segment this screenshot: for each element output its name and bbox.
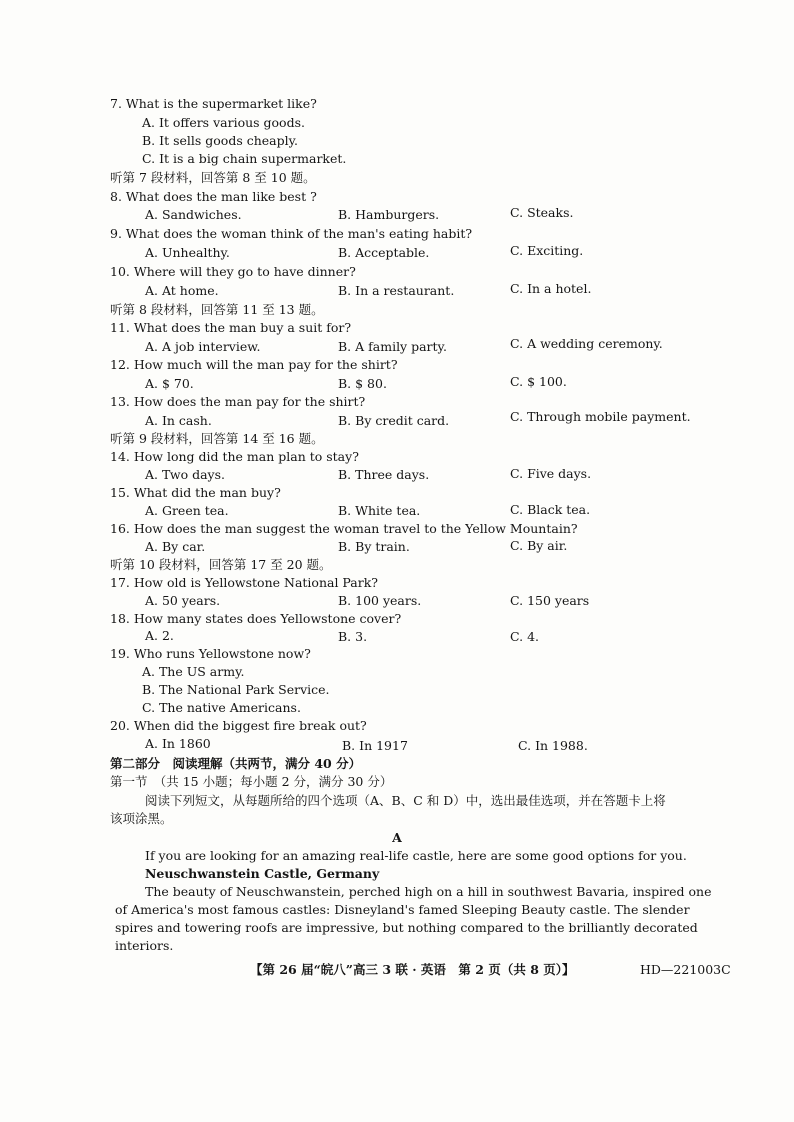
footer-title: 【第 26 届“皖八”高三 3 联 · 英语 第 2 页（共 8 页）】: [250, 962, 575, 977]
question-19: 19. Who runs Yellowstone now?: [110, 646, 311, 661]
q17-option-b: B. 100 years.: [338, 593, 422, 608]
q18-option-c: C. 4.: [510, 629, 539, 644]
q15-option-c: C. Black tea.: [510, 502, 591, 517]
q18-option-b: B. 3.: [338, 629, 368, 644]
instruction-line-2: 该项涂黑。: [110, 811, 173, 826]
section-9-instruction: 听第 9 段材料，回答第 14 至 16 题。: [110, 431, 324, 446]
q9-option-b: B. Acceptable.: [338, 245, 430, 260]
q17-option-a: A. 50 years.: [145, 593, 221, 608]
passage-body-line-3: spires and towering roofs are impressive, but nothing compared to the brilliantly decorated: [115, 920, 698, 935]
q16-option-b: B. By train.: [338, 539, 410, 554]
q16-option-c: C. By air.: [510, 538, 568, 553]
q19-option-c: C. The native Americans.: [142, 700, 301, 715]
footer-code: HD—221003C: [640, 962, 731, 977]
passage-body-line-1: The beauty of Neuschwanstein, perched high on a hill in southwest Bavaria, inspired one: [145, 884, 712, 899]
q16-option-a: A. By car.: [145, 539, 206, 554]
section-7-instruction: 听第 7 段材料，回答第 8 至 10 题。: [110, 170, 316, 185]
q20-option-b: B. In 1917: [342, 738, 408, 753]
passage-subtitle: Neuschwanstein Castle, Germany: [145, 866, 380, 881]
question-9: 9. What does the woman think of the man's eating habit?: [110, 226, 473, 241]
q17-option-c: C. 150 years: [510, 593, 590, 608]
q8-option-b: B. Hamburgers.: [338, 207, 440, 222]
q9-option-c: C. Exciting.: [510, 243, 584, 258]
q15-option-a: A. Green tea.: [145, 503, 229, 518]
q14-option-a: A. Two days.: [145, 467, 225, 482]
passage-body-line-4: interiors.: [115, 938, 174, 953]
q10-option-b: B. In a restaurant.: [338, 283, 455, 298]
q8-option-a: A. Sandwiches.: [145, 207, 242, 222]
question-17: 17. How old is Yellowstone National Park?: [110, 575, 378, 590]
passage-intro: If you are looking for an amazing real-life castle, here are some good options for you.: [145, 848, 687, 863]
q10-option-c: C. In a hotel.: [510, 281, 592, 296]
q13-option-c: C. Through mobile payment.: [510, 409, 691, 424]
question-16: 16. How does the man suggest the woman travel to the Yellow Mountain?: [110, 521, 578, 536]
question-10: 10. Where will they go to have dinner?: [110, 264, 356, 279]
question-11: 11. What does the man buy a suit for?: [110, 320, 352, 335]
q18-option-a: A. 2.: [145, 628, 174, 643]
q11-option-a: A. A job interview.: [145, 339, 261, 354]
question-18: 18. How many states does Yellowstone cover?: [110, 611, 402, 626]
question-13: 13. How does the man pay for the shirt?: [110, 394, 366, 409]
q7-option-a: A. It offers various goods.: [142, 115, 305, 130]
question-15: 15. What did the man buy?: [110, 485, 281, 500]
q19-option-a: A. The US army.: [142, 664, 245, 679]
instruction-line-1: 阅读下列短文，从每题所给的四个选项（A、B、C 和 D）中，选出最佳选项，并在答题卡上将: [145, 793, 666, 808]
passage-label: A: [392, 830, 402, 845]
section1-heading: 第一节 （共 15 小题；每小题 2 分，满分 30 分）: [110, 774, 393, 789]
question-7: 7. What is the supermarket like?: [110, 96, 317, 111]
q10-option-a: A. At home.: [145, 283, 219, 298]
q9-option-a: A. Unhealthy.: [145, 245, 230, 260]
q15-option-b: B. White tea.: [338, 503, 421, 518]
question-8: 8. What does the man like best ?: [110, 189, 317, 204]
part2-heading: 第二部分 阅读理解（共两节，满分 40 分）: [110, 756, 362, 771]
q14-option-b: B. Three days.: [338, 467, 430, 482]
section-8-instruction: 听第 8 段材料，回答第 11 至 13 题。: [110, 302, 324, 317]
q11-option-b: B. A family party.: [338, 339, 447, 354]
q14-option-c: C. Five days.: [510, 466, 592, 481]
q12-option-c: C. $ 100.: [510, 374, 567, 389]
section-10-instruction: 听第 10 段材料，回答第 17 至 20 题。: [110, 557, 332, 572]
q13-option-a: A. In cash.: [145, 413, 212, 428]
q12-option-a: A. $ 70.: [145, 376, 194, 391]
q7-option-c: C. It is a big chain supermarket.: [142, 151, 347, 166]
q20-option-c: C. In 1988.: [518, 738, 588, 753]
question-20: 20. When did the biggest fire break out?: [110, 718, 367, 733]
q12-option-b: B. $ 80.: [338, 376, 387, 391]
q7-option-b: B. It sells goods cheaply.: [142, 133, 298, 148]
q11-option-c: C. A wedding ceremony.: [510, 336, 663, 351]
question-14: 14. How long did the man plan to stay?: [110, 449, 359, 464]
q8-option-c: C. Steaks.: [510, 205, 574, 220]
question-12: 12. How much will the man pay for the shirt?: [110, 357, 398, 372]
passage-body-line-2: of America's most famous castles: Disneyland's famed Sleeping Beauty castle. The slender: [115, 902, 690, 917]
q13-option-b: B. By credit card.: [338, 413, 450, 428]
q20-option-a: A. In 1860: [145, 736, 211, 751]
q19-option-b: B. The National Park Service.: [142, 682, 330, 697]
